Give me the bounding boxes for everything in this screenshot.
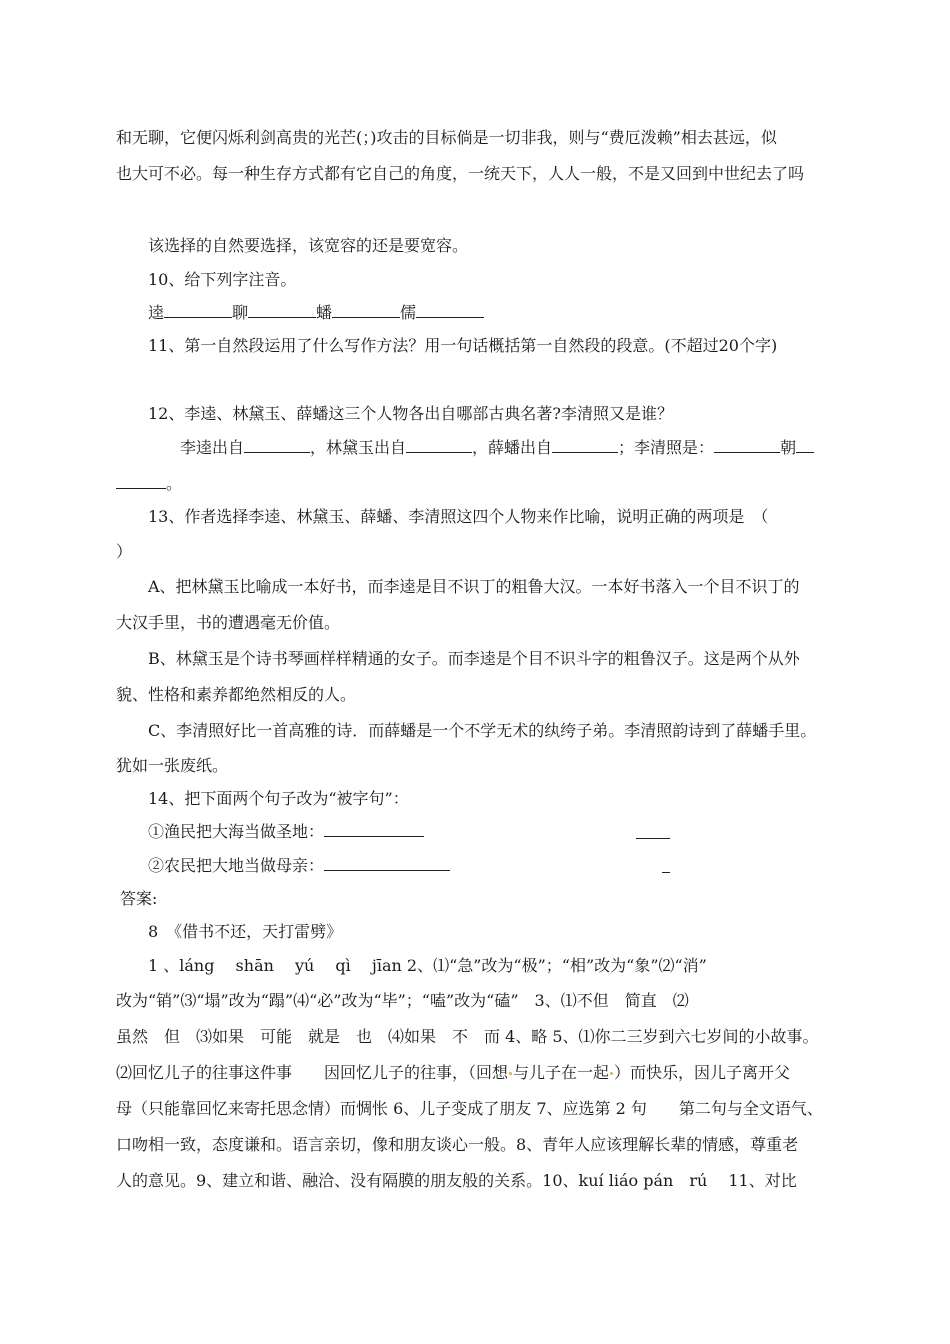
question-10-blanks: [148, 303, 484, 323]
answer-blank: [552, 438, 618, 453]
answer-blank: [636, 824, 670, 839]
answer-blank: [662, 858, 670, 873]
answer-line: [116, 1063, 790, 1083]
question-12-line: [180, 438, 814, 458]
answer-line: 1 、láng shān yú qì jīan 2、⑴“急”改为“极”；“相”改为“象”⑵“消”: [148, 956, 707, 975]
answer-line: 人的意见。9、建立和谐、融洽、没有隔膜的朋友般的关系。10、kuí liáo pán rú 11、对比: [116, 1171, 797, 1190]
question-14-title: 14、把下面两个句子改为“被字句”：: [148, 789, 409, 808]
pinyin-char: 逵: [148, 303, 165, 322]
answer-text: ）而快乐，因儿子离开父: [614, 1063, 791, 1082]
q12-text: 李逵出自: [180, 438, 245, 457]
answer-text: 与儿子在一起: [513, 1063, 610, 1082]
answer-blank: [714, 438, 780, 453]
question-11: 11、第一自然段运用了什么写作方法？用一句话概括第一自然段的段意。(不超过20个字): [148, 336, 778, 355]
paragraph-line: 和无聊，它便闪烁利剑高贵的光芒(；)攻击的目标倘是一切非我，则与“费厄泼赖”相去甚远，似: [116, 128, 777, 147]
q12-text: 。: [166, 474, 183, 493]
q14-text: ②农民把大地当做母亲：: [148, 856, 325, 875]
q12-text: ；李清照是：: [618, 438, 715, 457]
answer-blank: [164, 303, 232, 318]
answer-line: 虽然 但 ⑶如果 可能 就是 也 ⑷如果 不 而 4、略 5、⑴你二三岁到六七岁间的小故事。: [116, 1027, 819, 1046]
option-a: 大汉手里，书的遭遇毫无价值。: [116, 613, 341, 632]
question-12-line: [116, 474, 182, 494]
question-13-title: ）: [116, 542, 133, 561]
answer-blank: [416, 303, 484, 318]
option-b: 貌、性格和素养都绝然相反的人。: [116, 685, 357, 704]
answer-blank: [796, 438, 814, 453]
option-a: A、把林黛玉比喻成一本好书，而李逵是目不识丁的粗鲁大汉。一本好书落入一个目不识丁的: [148, 577, 800, 596]
question-14-item: [148, 856, 450, 876]
q14-text: ①渔民把大海当做圣地：: [148, 822, 325, 841]
option-b: B、林黛玉是个诗书琴画样样精通的女子。而李逵是个目不识斗字的粗鲁汉子。这是两个从外: [148, 649, 800, 668]
question-13-title: 13、作者选择李逵、林黛玉、薛蟠、李清照这四个人物来作比喻，说明正确的两项是 （: [148, 507, 769, 526]
answer-line: 母（只能靠回忆来寄托思念情）而惆怅 6、儿子变成了朋友 7、应选第 2 句 第二句与全文语气、: [116, 1099, 823, 1118]
answer-line: 改为“销”⑶“塌”改为“蹋”⑷“必”改为“毕”；“嗑”改为“磕” 3、⑴不但 简直 ⑵: [116, 991, 689, 1010]
answer-line: 口吻相一致，态度谦和。语言亲切，像和朋友谈心一般。8、青年人应该理解长辈的情感，尊重老: [116, 1135, 799, 1154]
answer-blank: [248, 303, 316, 318]
paragraph-line: 该选择的自然要选择，该宽容的还是要宽容。: [148, 236, 469, 255]
answer-text: ⑵回忆儿子的往事这件事 因回忆儿子的往事，（回想: [116, 1063, 509, 1082]
answer-blank: [244, 438, 310, 453]
answers-heading: 答案:: [120, 889, 158, 908]
question-10-title: 10、给下列字注音。: [148, 270, 297, 289]
answer-blank: [406, 438, 472, 453]
mark-dot-icon: [610, 1072, 613, 1075]
q12-text: 朝: [780, 438, 797, 457]
option-c: C、李清照好比一首高雅的诗．而薛蟠是一个不学无术的纨绔子弟。李清照韵诗到了薛蟠手里。: [148, 721, 817, 740]
question-12-title: 12、李逵、林黛玉、薛蟠这三个人物各出自哪部古典名著?李清照又是谁？: [148, 404, 673, 423]
mark-dot-icon: [509, 1072, 512, 1075]
answer-blank: [116, 474, 166, 489]
question-14-item: [148, 822, 424, 842]
answer-line: 8 《借书不还，天打雷劈》: [148, 922, 343, 941]
q12-text: ，林黛玉出自: [310, 438, 407, 457]
pinyin-char: 聊: [232, 303, 249, 322]
option-c: 犹如一张废纸。: [116, 756, 229, 775]
q12-text: ，薛蟠出自: [472, 438, 553, 457]
pinyin-char: 儒: [400, 303, 417, 322]
answer-blank: [324, 856, 450, 871]
answer-blank: [324, 822, 424, 837]
answer-blank: [332, 303, 400, 318]
pinyin-char: 蟠: [316, 303, 333, 322]
paragraph-line: 也大可不必。每一种生存方式都有它自己的角度，一统天下，人人一般，不是又回到中世纪去了吗: [116, 164, 805, 183]
